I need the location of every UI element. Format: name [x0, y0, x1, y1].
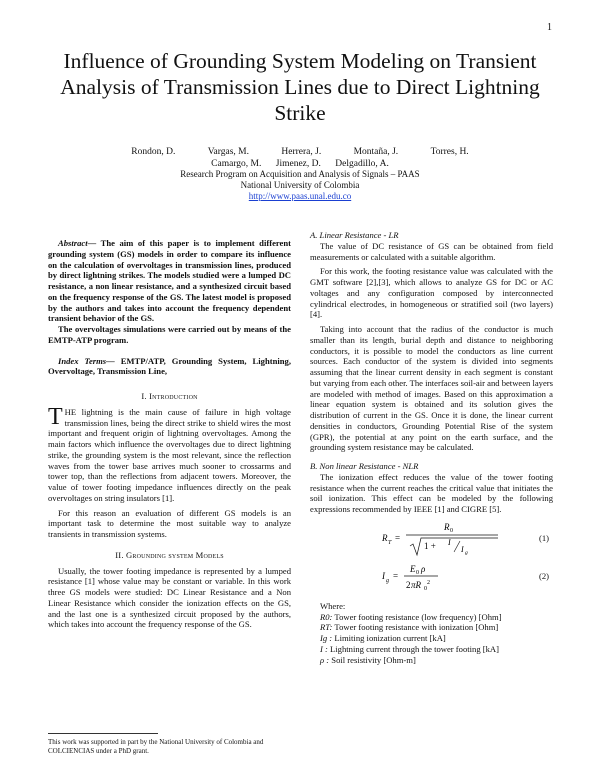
section-heading-introduction: I. Introduction	[141, 391, 198, 401]
lr-paragraph-2: For this work, the footing resistance value was calculated with the GMT software [2],[3], which allows to analyze GS for DC or AC voltages and any configuration composed by interconnected cylindrical electrodes, in homogeneous or stratified soil (two layers) [4].	[310, 266, 553, 320]
author-list	[40, 147, 560, 170]
eq2-pi: πR	[411, 579, 422, 590]
intro-paragraph-1	[48, 403, 291, 504]
footnote-divider	[48, 733, 158, 734]
nlr-paragraph-1: The ionization effect reduces the value of the tower footing resistance when the current reaches the critical value that initiates the soil ionization. This effect can be modeled by the following expressions recommended by IEEE [1] and CIGRE [5].	[310, 471, 553, 514]
equation-2-number: (2)	[538, 570, 549, 581]
lr-paragraph-3: Taking into account that the radius of the conductor is much smaller than its length, burial depth and distance to neighboring conductors, it is possible to model the conductors as line current sources. Each conductor of the system is divided into segments assuming that the linear current density in each segment is constant but varying from each other. The interfaces soil-air and between layers are modeled with method of images. Based on this approximation a linear equation system is obtained and its solution gives the distribution of current in the GS. Once it is done, the linear current densities in conductors, Grounding Potential Rise of the system (GPR), the potential at any point on the earth surface, and the grounding system resistance may be calculated.	[310, 324, 553, 453]
gs-models-paragraph-1: Usually, the tower footing impedance is represented by a lumped resistance [1] whose value may be constant or variable. In this work three GS models were studied: DC Linear Resistance and a Non Linear Resistance which consider the ionization effects on the GS, and the last one is a synthesized circuit proposed by the authors, which takes into account the frequency response of the GS.	[48, 565, 291, 630]
author-name: Torres, H.	[430, 147, 469, 157]
eq1-one: 1 +	[424, 540, 436, 551]
definition-symbol: RT:	[320, 622, 333, 633]
definition-text: Soil resistivity [Ohm-m]	[331, 654, 416, 665]
definition-r0	[310, 612, 553, 623]
subsection-heading-nonlinear-resistance: B. Non linear Resistance - NLR	[310, 461, 419, 471]
index-terms-lead: Index Terms—	[58, 355, 115, 366]
equation-1-number: (1)	[538, 532, 549, 543]
definition-ig	[310, 633, 553, 644]
equation-2-formula	[380, 561, 510, 595]
abstract-lead: Abstract—	[58, 238, 97, 248]
definition-text: Limiting ionization current [kA]	[334, 633, 446, 643]
eq2-denominator-exponent: 2	[427, 579, 430, 586]
program-url-link[interactable]: http://www.paas.unal.edu.co	[248, 191, 352, 201]
definition-symbol: Ig :	[320, 633, 333, 643]
definition-text: Tower footing resistance (low frequency) [Ohm]	[334, 611, 502, 622]
footnote: This work was supported in part by the National University of Colombia and COLCIENCIAS under a PhD grant.	[48, 738, 264, 755]
eq1-numerator-subscript: 0	[450, 527, 453, 534]
research-program: Research Program on Acquisition and Analysis of Signals – PAAS	[180, 169, 420, 179]
eq2-equals: =	[393, 570, 399, 581]
equation-1	[310, 519, 553, 557]
definition-rho	[310, 655, 553, 666]
eq1-current: I	[448, 537, 451, 547]
abstract	[48, 238, 291, 346]
eq1-lhs-subscript: T	[388, 539, 392, 546]
author-name: Camargo, M.	[211, 158, 262, 169]
eq2-lhs-subscript: g	[386, 577, 389, 584]
eq2-lhs-symbol: I	[382, 570, 385, 581]
definition-i	[310, 644, 553, 655]
definition-text: Lightning current through the tower footing [kA]	[330, 643, 500, 654]
author-name: Jimenez, D.	[275, 158, 321, 169]
author-name: Vargas, M.	[207, 147, 250, 157]
definition-symbol: ρ :	[320, 654, 330, 665]
eq2-numerator: E	[410, 563, 416, 574]
right-column	[310, 230, 553, 665]
equation-2	[310, 561, 553, 595]
eq1-numerator: R	[444, 521, 450, 532]
definition-symbol: R0:	[320, 611, 333, 622]
definition-rt	[310, 622, 553, 633]
abstract-text-2: The overvoltages simulations were carried out by means of the EMTP-ATP program.	[48, 324, 291, 345]
equation-1-formula	[380, 519, 510, 557]
drop-cap: T	[48, 403, 63, 430]
subsection-heading-linear-resistance: A. Linear Resistance - LR	[310, 230, 399, 240]
author-row-1	[40, 147, 560, 159]
eq1-ig-subscript: g	[465, 549, 468, 556]
left-column	[48, 238, 291, 630]
author-name: Delgadillo, A.	[335, 158, 389, 169]
eq1-ig: I	[461, 544, 464, 554]
page-number: 1	[547, 22, 552, 33]
eq1-slash	[454, 541, 460, 552]
eq1-equals: =	[395, 532, 401, 543]
author-name: Herrera, J.	[281, 147, 322, 157]
eq1-lhs-symbol: R	[382, 532, 388, 543]
where-label: Where:	[320, 600, 346, 611]
author-name: Rondon, D.	[131, 147, 176, 157]
definition-text: Tower footing resistance with ionization [Ohm]	[334, 622, 499, 633]
eq2-denominator-subscript: 0	[424, 585, 427, 592]
intro-paragraph-1-text: HE lightning is the main cause of failure in high voltage transmission lines, being the direct strike to shield wires the most important and frequent origin of lightning overvoltages. Among the main factors which influence the overvoltages due to direct lightning strike, the grounding system is the most relevant, since the reflection waves from the tower base arrives much sooner to crossarms and tower top, than the reflections from adjacent towers. Moreover, the value of tower footing impedance influences directly on the peak overvoltages on string insulators [1].	[48, 406, 291, 503]
paper-title: Influence of Grounding System Modeling on Transient Analysis of Transmission Lines due to Direct Lightning Strike	[60, 49, 540, 125]
definition-symbol: I :	[320, 643, 328, 654]
eq2-numerator-subscript: 0	[416, 569, 419, 576]
affiliation	[40, 169, 560, 202]
intro-paragraph-2: For this reason an evaluation of different GS models is an important task to determine the most suitable way to analyze transients in transmission systems.	[48, 507, 291, 539]
university-name: National University of Colombia	[240, 180, 360, 190]
section-heading-gs-models: II. Grounding system Models	[115, 549, 224, 560]
eq2-denominator: 2	[406, 579, 411, 590]
index-terms	[48, 356, 291, 378]
abstract-text: The aim of this paper is to implement different grounding system (GS) models in order to compare its influence on the calculation of overvoltages in transmission lines, produced by direct lightning strikes. The models studied were a lumped DC resistance, a non linear resistance, and a synthesized circuit based on the frequency response of the GS. The latest model is proposed by the authors and takes into account the frequency dependent transient behavior of the GS.	[48, 238, 291, 324]
author-name: Montaña, J.	[353, 147, 399, 157]
eq2-rho: ρ	[421, 563, 426, 574]
lr-paragraph-1: The value of DC resistance of GS can be obtained from field measurements or calculated with a suitable algorithm.	[310, 240, 553, 262]
index-terms-text: EMTP/ATP, Grounding System, Lightning, Overvoltage, Transmission Line,	[48, 355, 291, 377]
